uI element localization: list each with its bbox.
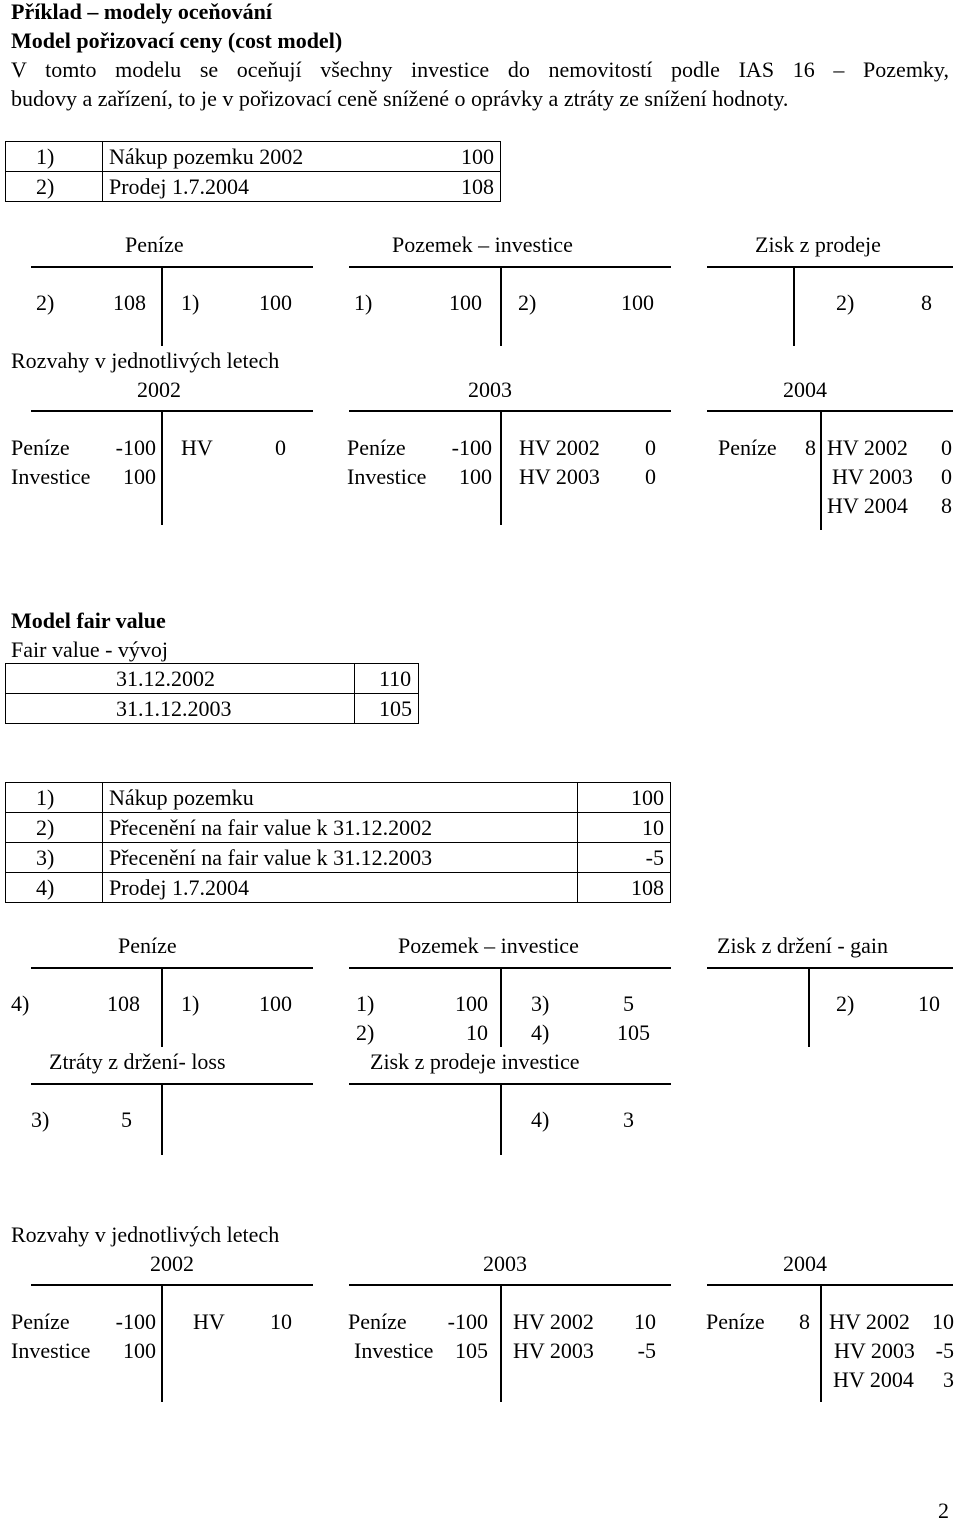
- t-account-line: [161, 1083, 163, 1155]
- t-account-line: [161, 967, 163, 1047]
- balance-value: 8: [799, 1309, 810, 1334]
- entry-value: 3: [623, 1107, 634, 1132]
- account-title-pozemek: Pozemek – investice: [392, 232, 573, 257]
- balance-label: Peníze: [347, 435, 406, 460]
- entry-value: 10: [466, 1020, 488, 1045]
- balance-value: -5: [935, 1338, 954, 1363]
- entry-no: 4): [531, 1107, 550, 1132]
- t-account-line: [500, 410, 502, 525]
- t-account-line: [820, 410, 822, 530]
- balance-value: 10: [634, 1309, 656, 1334]
- balance-value: 105: [455, 1338, 488, 1363]
- t-account-line: [349, 410, 671, 412]
- balance-label: Investice: [11, 1338, 91, 1363]
- fair-value-table: [5, 663, 419, 724]
- t-account-line: [707, 1284, 953, 1286]
- balance-label: HV 2004: [833, 1367, 914, 1392]
- t-account-line: [31, 1284, 313, 1286]
- t-account-line: [161, 1284, 163, 1402]
- balance-label: HV: [193, 1309, 225, 1334]
- balance-label: HV 2002: [829, 1309, 910, 1334]
- entry-no: 2): [36, 290, 55, 315]
- intro-paragraph-line2: budovy a zařízení, to je v pořizovací ceně snížené o oprávky a ztráty ze snížení hodnoty.: [11, 86, 789, 111]
- entry-no: 1): [181, 290, 200, 315]
- balance-label: Investice: [11, 464, 91, 489]
- balance-label: HV 2002: [519, 435, 600, 460]
- entry-value: 8: [921, 290, 932, 315]
- entry-no: 3): [31, 1107, 50, 1132]
- entry-no: 4): [11, 991, 30, 1016]
- balance-value: 8: [941, 493, 952, 518]
- transactions-table-fair-value: [5, 782, 671, 903]
- table-row: 3) Přecenění na fair value k 31.12.2003 -5: [6, 843, 671, 873]
- entry-no: 1): [356, 991, 375, 1016]
- balance-value: 0: [645, 435, 656, 460]
- entry-no: 3): [531, 991, 550, 1016]
- entry-value: 5: [121, 1107, 132, 1132]
- intro-paragraph-line1: V tomto modelu se oceňují všechny investice do nemovitostí podle IAS 16 – Pozemky,: [11, 57, 949, 82]
- t-account-line: [500, 1083, 502, 1155]
- entry-no: 2): [836, 991, 855, 1016]
- t-account-line: [707, 410, 953, 412]
- balance-value: -100: [115, 1309, 156, 1334]
- t-account-line: [31, 410, 313, 412]
- balance-value: -5: [637, 1338, 656, 1363]
- fair-value-subheading: Fair value - vývoj: [11, 637, 169, 662]
- year-label: 2002: [137, 377, 181, 402]
- balance-value: 0: [941, 464, 952, 489]
- table-row: 4) Prodej 1.7.2004 108: [6, 873, 671, 903]
- table-row: 2) Přecenění na fair value k 31.12.2002 10: [6, 813, 671, 843]
- balance-label: HV: [181, 435, 213, 460]
- balance-label: HV 2002: [513, 1309, 594, 1334]
- table-row: 1) Nákup pozemku 2002 100: [6, 142, 501, 172]
- balance-label: Peníze: [11, 1309, 70, 1334]
- balance-label: HV 2004: [827, 493, 908, 518]
- balance-value: 100: [123, 464, 156, 489]
- table-row: 31.12.2002 110: [6, 664, 419, 694]
- page-number: 2: [938, 1498, 949, 1523]
- balance-label: Peníze: [348, 1309, 407, 1334]
- account-title-sale-gain: Zisk z prodeje investice: [370, 1049, 580, 1074]
- t-account-line: [349, 967, 671, 969]
- t-account-line: [349, 1284, 671, 1286]
- t-account-line: [349, 1083, 671, 1085]
- t-account-line: [161, 410, 163, 525]
- doc-title: Příklad – modely oceňování: [11, 0, 272, 24]
- balance-label: Peníze: [11, 435, 70, 460]
- balance-value: 10: [270, 1309, 292, 1334]
- entry-value: 100: [259, 290, 292, 315]
- balance-label: HV 2002: [827, 435, 908, 460]
- entry-no: 2): [836, 290, 855, 315]
- entry-value: 108: [107, 991, 140, 1016]
- table-row: 31.1.12.2003 105: [6, 694, 419, 724]
- t-account-line: [820, 1284, 822, 1402]
- balance-label: Peníze: [706, 1309, 765, 1334]
- entry-value: 10: [918, 991, 940, 1016]
- table-row: 2) Prodej 1.7.2004 108: [6, 172, 501, 202]
- entry-no: 4): [531, 1020, 550, 1045]
- balance-label: Peníze: [718, 435, 777, 460]
- t-account-line: [707, 266, 953, 268]
- entry-value: 100: [621, 290, 654, 315]
- t-account-line: [500, 967, 502, 1047]
- t-account-line: [500, 266, 502, 346]
- balance-value: 3: [943, 1367, 954, 1392]
- t-account-line: [808, 967, 810, 1047]
- balance-value: 0: [645, 464, 656, 489]
- balance-value: 10: [932, 1309, 954, 1334]
- entry-value: 100: [259, 991, 292, 1016]
- year-label: 2004: [783, 377, 827, 402]
- entry-value: 100: [449, 290, 482, 315]
- year-label: 2003: [468, 377, 512, 402]
- t-account-line: [31, 1083, 313, 1085]
- balance-label: Investice: [354, 1338, 434, 1363]
- balance-value: 8: [805, 435, 816, 460]
- t-account-line: [31, 967, 313, 969]
- account-title-zisk: Zisk z prodeje: [755, 232, 881, 257]
- entry-no: 2): [518, 290, 537, 315]
- cost-model-heading: Model pořizovací ceny (cost model): [11, 28, 343, 53]
- account-title-pozemek: Pozemek – investice: [398, 933, 579, 958]
- entry-no: 1): [354, 290, 373, 315]
- t-account-line: [793, 266, 795, 346]
- balance-value: -100: [115, 435, 156, 460]
- entry-value: 100: [455, 991, 488, 1016]
- year-label: 2004: [783, 1251, 827, 1276]
- entry-value: 5: [623, 991, 634, 1016]
- account-title-loss: Ztráty z držení- loss: [49, 1049, 226, 1074]
- t-account-line: [31, 266, 313, 268]
- balance-value: 100: [459, 464, 492, 489]
- balance-label: HV 2003: [832, 464, 913, 489]
- t-account-line: [500, 1284, 502, 1402]
- balance-label: Investice: [347, 464, 427, 489]
- entry-no: 2): [356, 1020, 375, 1045]
- t-account-line: [349, 266, 671, 268]
- balance-label: HV 2003: [519, 464, 600, 489]
- balance-value: 0: [275, 435, 286, 460]
- table-row: 1) Nákup pozemku 100: [6, 783, 671, 813]
- balance-label: HV 2003: [834, 1338, 915, 1363]
- year-label: 2003: [483, 1251, 527, 1276]
- transactions-table-cost: [5, 141, 501, 202]
- balances-heading: Rozvahy v jednotlivých letech: [11, 1222, 280, 1247]
- balance-value: 100: [123, 1338, 156, 1363]
- entry-value: 105: [617, 1020, 650, 1045]
- balance-value: 0: [941, 435, 952, 460]
- balance-value: -100: [451, 435, 492, 460]
- account-title-penize: Peníze: [118, 933, 177, 958]
- balance-value: -100: [447, 1309, 488, 1334]
- balances-heading: Rozvahy v jednotlivých letech: [11, 348, 280, 373]
- account-title-penize: Peníze: [125, 232, 184, 257]
- balance-label: HV 2003: [513, 1338, 594, 1363]
- year-label: 2002: [150, 1251, 194, 1276]
- account-title-gain: Zisk z držení - gain: [717, 933, 889, 958]
- fair-value-heading: Model fair value: [11, 608, 166, 633]
- t-account-line: [707, 967, 953, 969]
- t-account-line: [161, 266, 163, 346]
- entry-value: 108: [113, 290, 146, 315]
- entry-no: 1): [181, 991, 200, 1016]
